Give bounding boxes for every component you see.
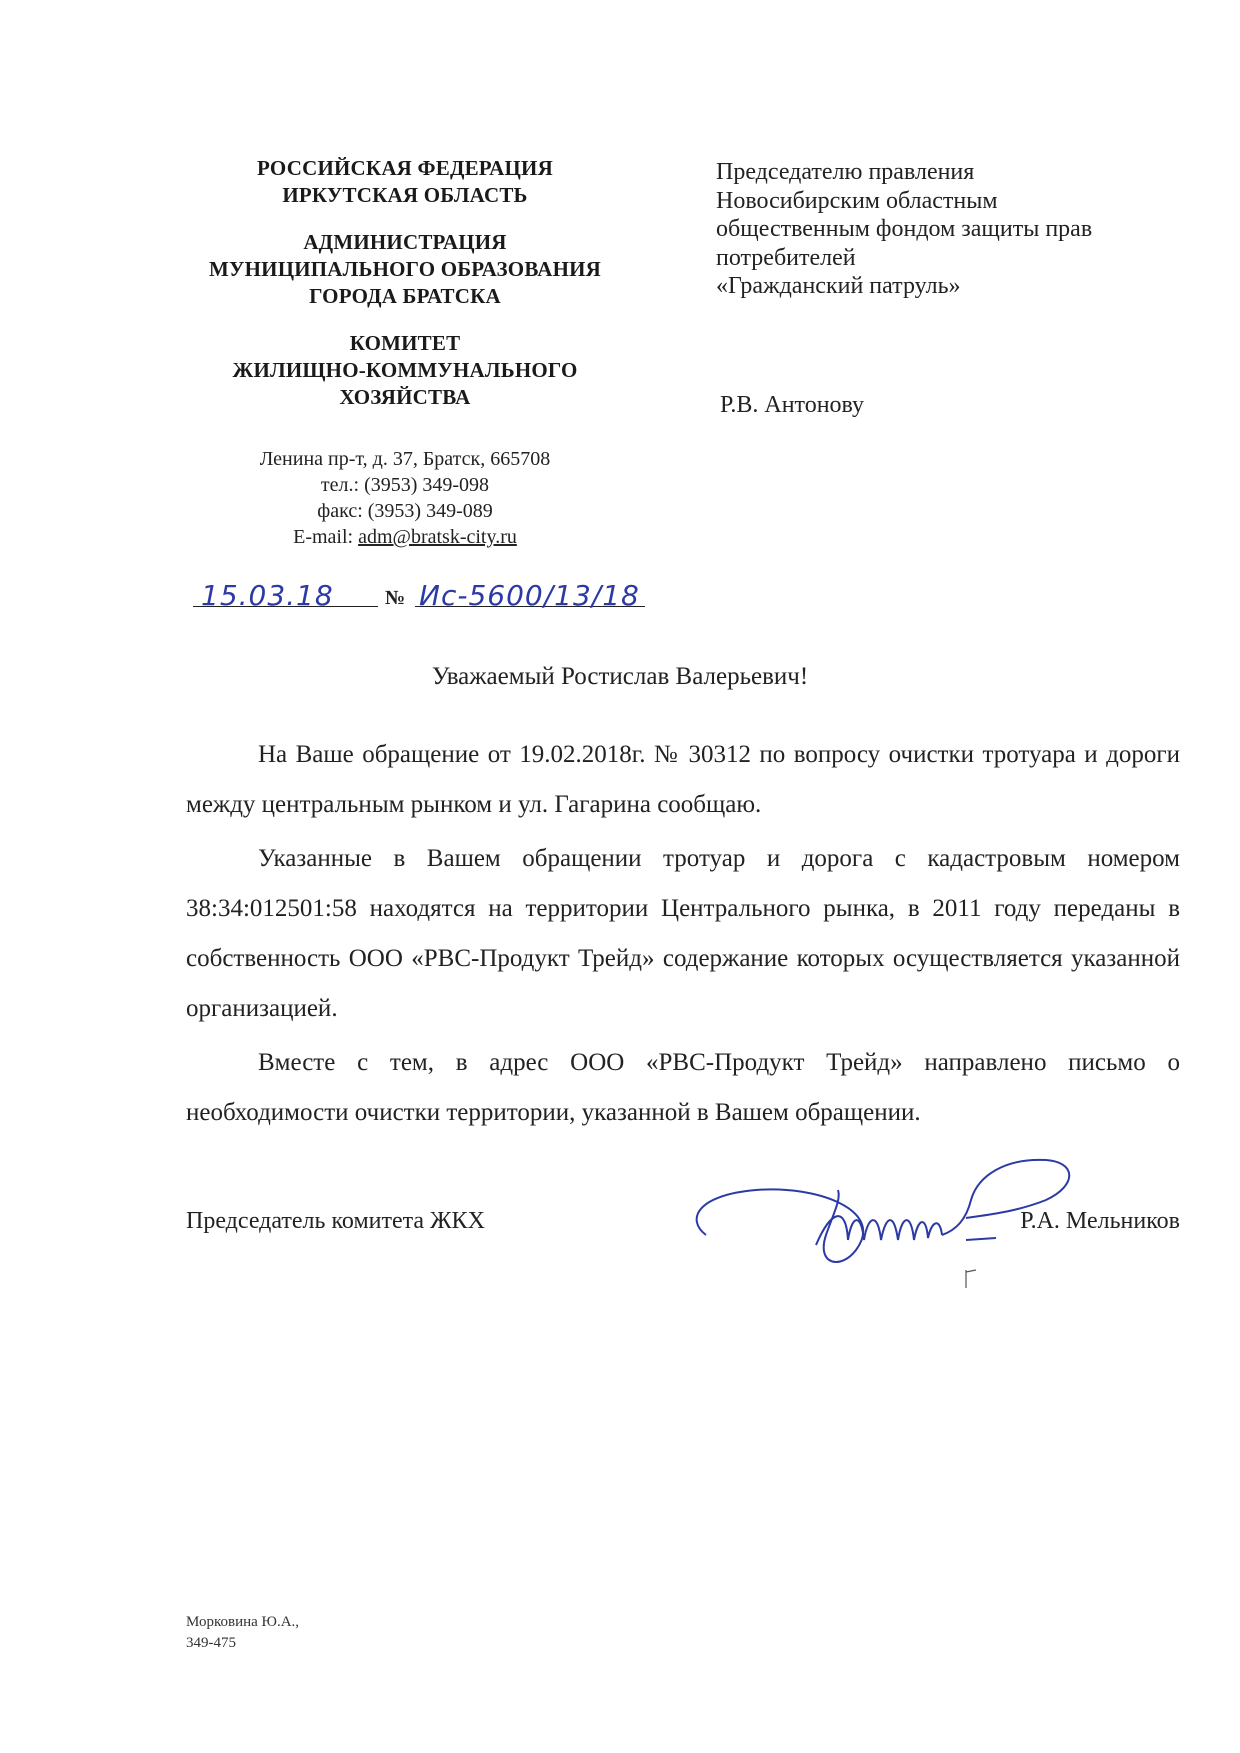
registration-line [193,566,653,610]
sender-committee-line: ЖИЛИЩНО-КОММУНАЛЬНОГО [232,358,578,382]
sender-country: РОССИЙСКАЯ ФЕДЕРАЦИЯ [257,156,553,180]
sender-admin-line: АДМИНИСТРАЦИЯ [303,230,507,254]
letter-body [186,730,1180,1142]
registration-number: Ис-5600/13/18 [419,579,640,612]
body-paragraph: Указанные в Вашем обращении тротуар и дорога с кадастровым номером 38:34:012501:58 находятся на территории Центрального рынка, в 2011 году переданы в собственность ООО «РВС-Продукт Трейд» содержание которых осуществляется указанной организацией. [186,845,1180,1022]
signer-name: Р.А. Мельников [1020,1208,1180,1234]
addressee-line: «Гражданский патруль» [716,273,961,299]
sender-address: Ленина пр-т, д. 37, Братск, 665708 [259,448,551,470]
addressee-name: Р.В. Антонову [720,392,865,418]
executor-phone: 349-475 [186,1635,236,1651]
addressee-line: Новосибирским областным [716,187,998,214]
addressee-line: общественным фондом защиты прав [716,216,1093,242]
sender-admin-group [170,229,640,310]
sender-committee-line: КОМИТЕТ [349,331,461,355]
registration-date-field [193,566,378,612]
registration-number-sign: № [385,587,406,609]
executor-name: Морковина Ю.А., [186,1614,300,1630]
sender-region: ИРКУТСКАЯ ОБЛАСТЬ [282,183,528,207]
body-paragraph: На Ваше обращение от 19.02.2018г. № 30312 по вопросу очистки тротуара и дороги между центральным рынком и ул. Гагарина сообщаю. [186,741,1180,818]
sender-email-link[interactable]: adm@bratsk-city.ru [358,526,517,548]
sender-phone: тел.: (3953) 349-098 [320,474,490,496]
executor-block [186,1612,299,1654]
sender-block [170,155,640,431]
sender-fax: факс: (3953) 349-089 [317,500,493,522]
signer-position: Председатель комитета ЖКХ [186,1208,485,1234]
sender-committee-line: ХОЗЯЙСТВА [339,385,471,409]
sender-admin-line: МУНИЦИПАЛЬНОГО ОБРАЗОВАНИЯ [209,257,601,281]
addressee-line: потребителей [716,244,856,271]
sender-admin-line: ГОРОДА БРАТСКА [309,284,501,308]
salutation: Уважаемый Ростислав Валерьевич! [431,663,809,690]
sender-contacts [170,446,640,550]
registration-number-field [415,566,645,612]
signature-row [186,1200,1180,1260]
sender-committee-group [170,330,640,411]
body-paragraph: Вместе с тем, в адрес ООО «РВС-Продукт Трейд» направлено письмо о необходимости очистки территории, указанной в Вашем обращении. [186,1049,1180,1126]
registration-date: 15.03.18 [201,579,334,612]
addressee-block [716,158,1186,301]
sender-email-label: E-mail: [293,526,359,548]
sender-state-group [170,155,640,209]
addressee-line: Председателю правления [716,159,975,185]
sender-email-row [170,524,640,550]
